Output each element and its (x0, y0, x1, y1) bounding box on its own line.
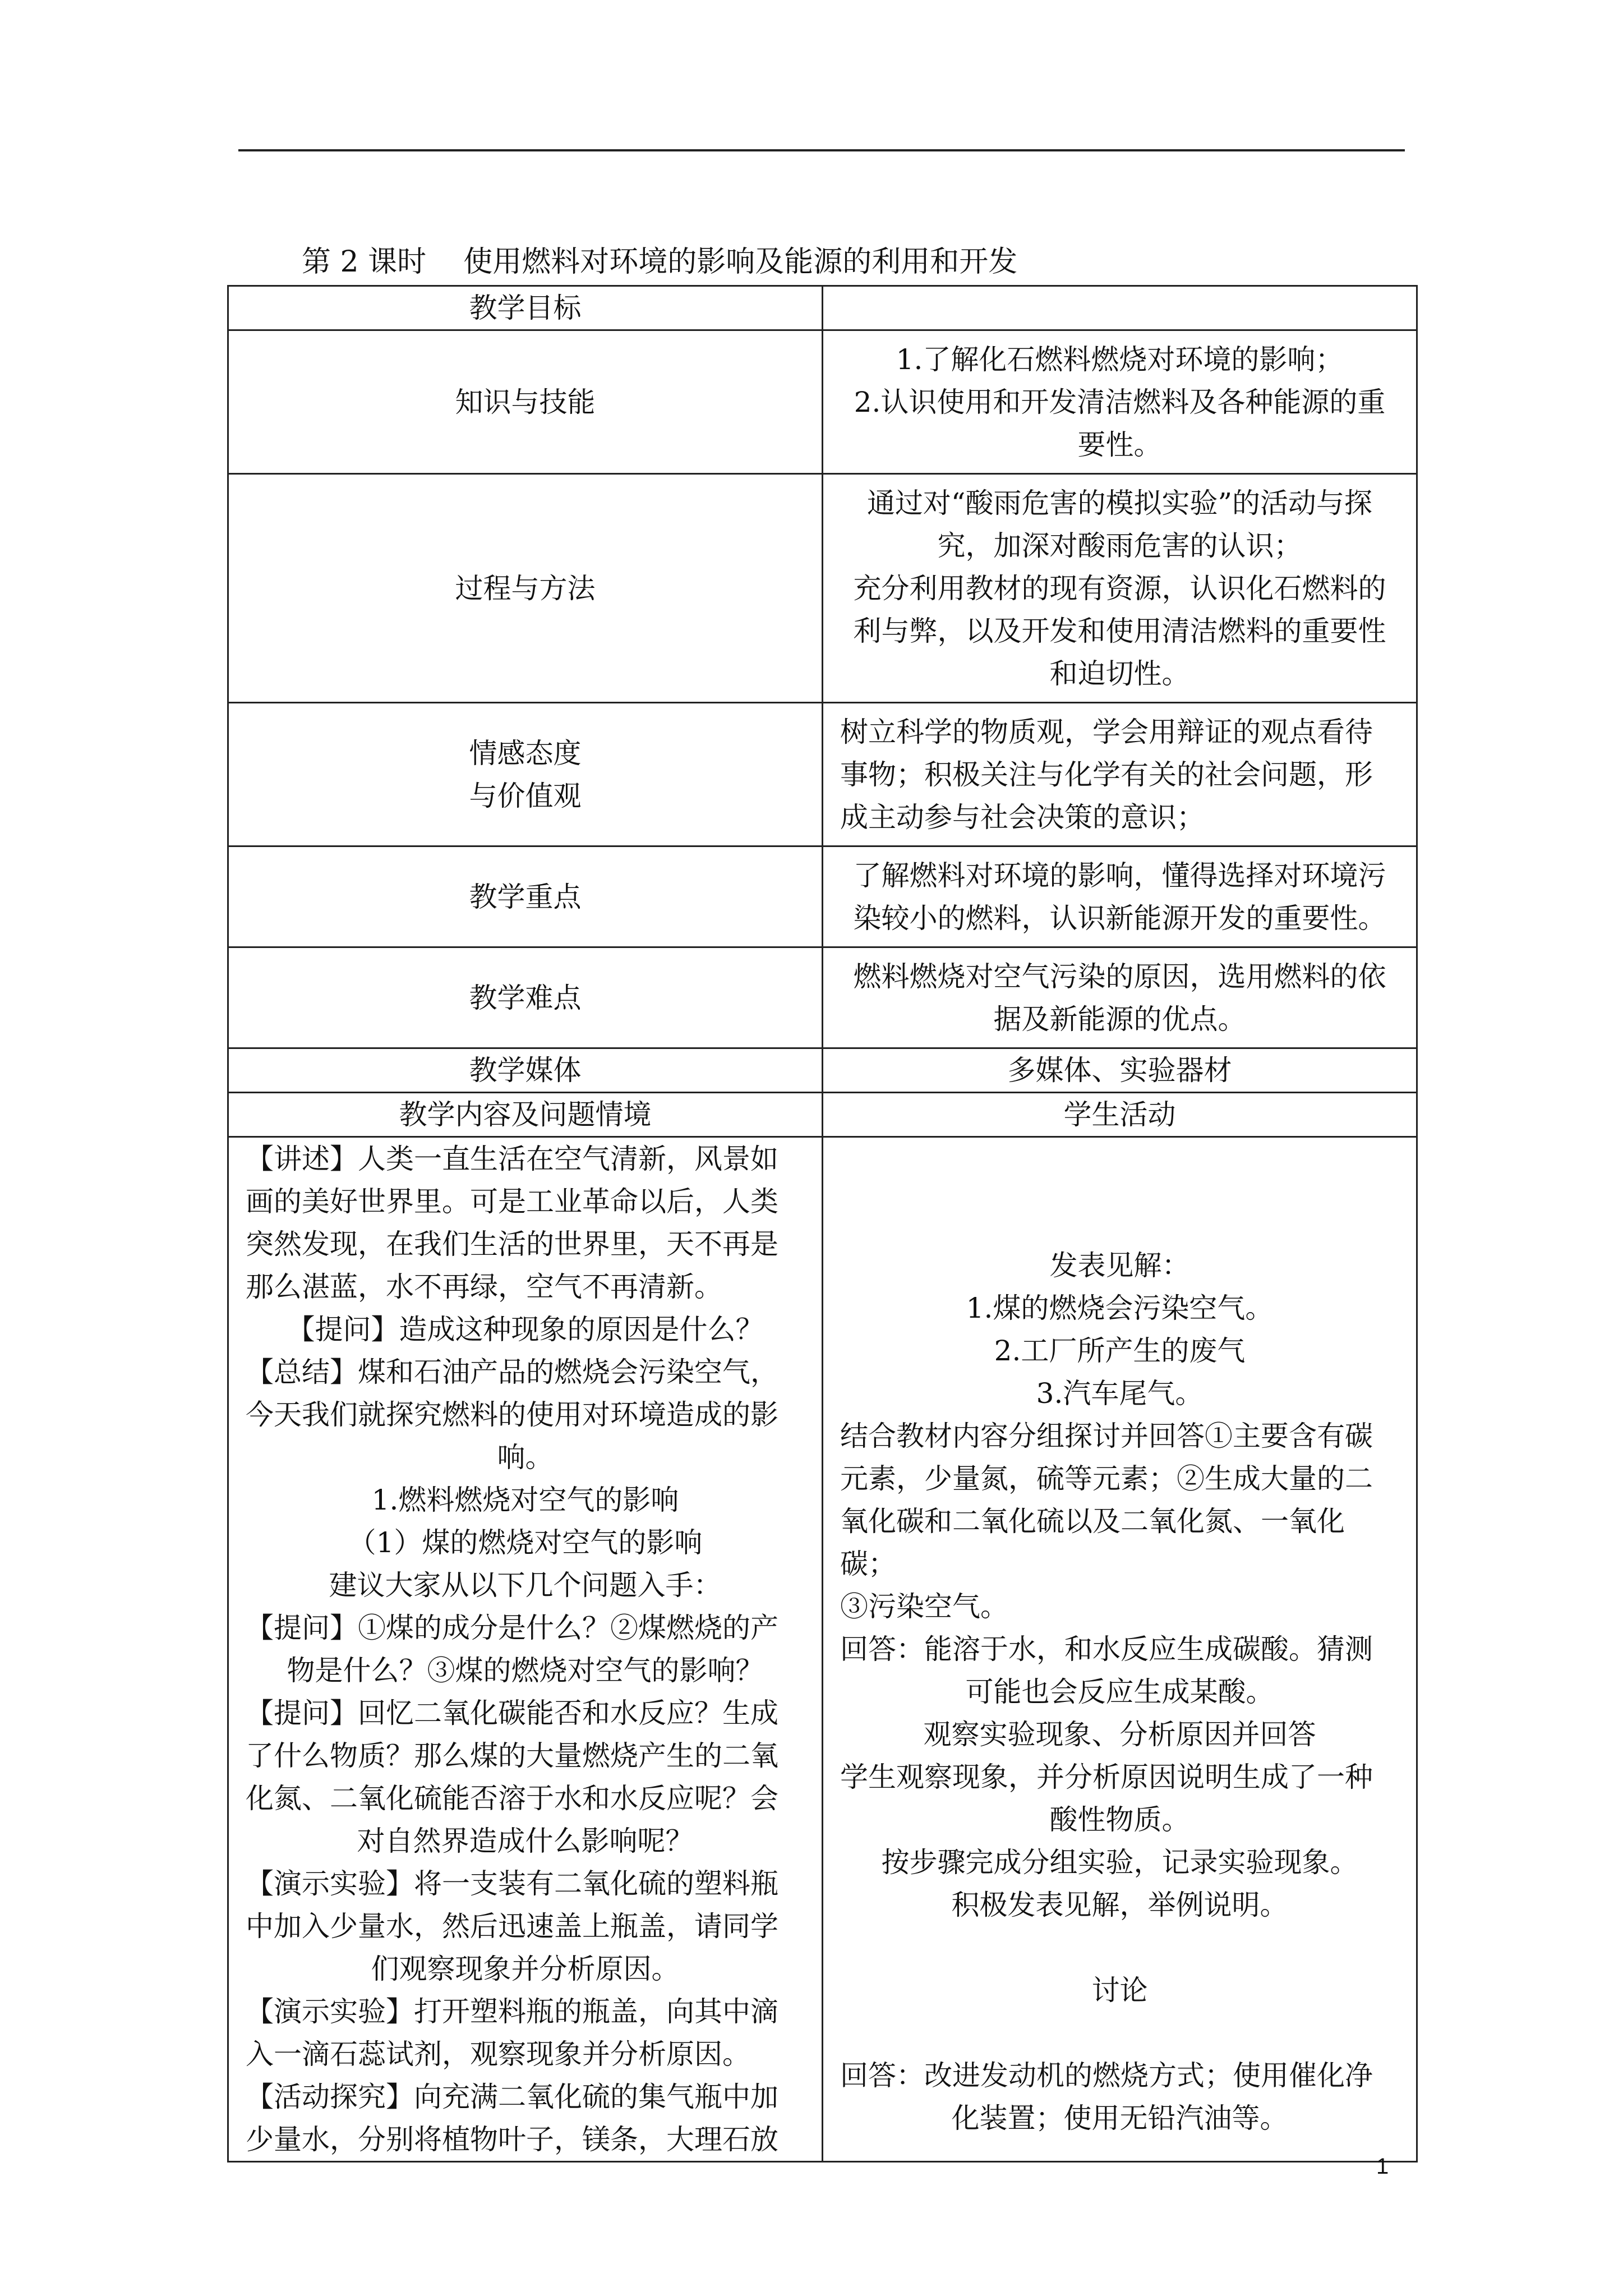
teaching-content-line: 今天我们就探究燃料的使用对环境造成的影 (246, 1398, 778, 1431)
objective-value-line: 染较小的燃料，认识新能源开发的重要性。 (853, 901, 1386, 935)
student-activity-line (840, 1159, 1399, 1202)
student-activity-line (840, 1202, 1399, 1244)
teaching-content-line: 了什么物质？那么煤的大量燃烧产生的二氧 (246, 1740, 778, 1772)
objective-row (228, 846, 1417, 947)
student-activity-line: 1.煤的燃烧会污染空气。 (966, 1292, 1274, 1324)
student-activity-cell (823, 1137, 1417, 2162)
teaching-content-line: 们观察现象并分析原因。 (371, 1953, 680, 1985)
objective-label (228, 947, 823, 1048)
teaching-content-line: 对自然界造成什么影响呢？ (357, 1825, 694, 1857)
teaching-content-line: 那么湛蓝，水不再绿，空气不再清新。 (246, 1271, 722, 1303)
teaching-content-cell (228, 1137, 823, 2162)
teaching-content-line: 1.燃料燃烧对空气的影响 (371, 1484, 679, 1516)
teaching-content-line: 【演示实验】将一支装有二氧化硫的塑料瓶 (246, 1867, 778, 1900)
objectives-header-label: 教学目标 (228, 286, 823, 330)
student-activity-line: 可能也会反应生成某酸。 (965, 1676, 1274, 1708)
teaching-content-line: 画的美好世界里。可是工业革命以后，人类 (246, 1185, 778, 1218)
objective-value-line: 利与弊，以及开发和使用清洁燃料的重要性 (853, 614, 1386, 647)
objectives-header-value (823, 286, 1417, 330)
teaching-content-line: 少量水，分别将植物叶子，镁条，大理石放 (246, 2123, 778, 2156)
objective-label (228, 330, 823, 474)
teaching-content-line: （1）煤的燃烧对空气的影响 (348, 1526, 703, 1559)
teaching-content-line: 【讲述】人类一直生活在空气清新，风景如 (246, 1143, 778, 1175)
content-body-row (228, 1137, 1417, 2162)
media-label: 教学媒体 (228, 1048, 823, 1093)
objective-value (823, 846, 1417, 947)
header-rule (238, 149, 1405, 151)
student-activity-line: 观察实验现象、分析原因并回答 (923, 1718, 1316, 1751)
objective-value (823, 703, 1417, 846)
media-value: 多媒体、实验器材 (823, 1048, 1417, 1093)
student-activity-line: 化装置；使用无铅汽油等。 (951, 2102, 1288, 2134)
objective-row (228, 703, 1417, 846)
objective-label-line: 知识与技能 (455, 385, 596, 418)
student-activity-line: 发表见解： (1049, 1249, 1190, 1282)
objective-value-line: 事物；积极关注与化学有关的社会问题，形 (840, 758, 1373, 791)
objective-row (228, 947, 1417, 1048)
objective-value-line: 充分利用教材的现有资源，认识化石燃料的 (853, 572, 1386, 605)
objective-value-line: 2.认识使用和开发清洁燃料及各种能源的重 (854, 385, 1386, 418)
teaching-content-line: 入一滴石蕊试剂，观察现象并分析原因。 (246, 2038, 750, 2070)
lesson-title: 第 2 课时 使用燃料对环境的影响及能源的利用和开发 (302, 245, 1018, 279)
teaching-content-line: 【演示实验】打开塑料瓶的瓶盖，向其中滴 (246, 1995, 778, 2028)
objective-row (228, 330, 1417, 474)
objective-value-line: 要性。 (1077, 428, 1162, 461)
teaching-content-line: 【总结】煤和石油产品的燃烧会污染空气， (246, 1356, 778, 1388)
teaching-content-line: 【提问】回忆二氧化碳能否和水反应？生成 (246, 1697, 778, 1729)
objective-label-line: 教学重点 (469, 880, 582, 913)
media-row (228, 1048, 1417, 1093)
objective-value-line: 据及新能源的优点。 (993, 1002, 1246, 1036)
objectives-header-row (228, 286, 1417, 330)
objective-value-line: 成主动参与社会决策的意识； (840, 800, 1205, 834)
objective-value-line: 1.了解化石燃料燃烧对环境的影响； (896, 343, 1344, 376)
objective-value-line: 了解燃料对环境的影响，懂得选择对环境污 (853, 859, 1386, 892)
objective-value-line: 树立科学的物质观，学会用辩证的观点看待 (840, 715, 1373, 748)
objective-value-line: 究，加深对酸雨危害的认识； (937, 529, 1302, 562)
student-activity-line: 元素，少量氮，硫等元素；②生成大量的二 (840, 1462, 1373, 1495)
student-activity-line: 2.工厂所产生的废气 (994, 1335, 1246, 1367)
teaching-content-line: 突然发现，在我们生活的世界里，天不再是 (246, 1228, 778, 1260)
teaching-content-line: 【提问】造成这种现象的原因是什么？ (287, 1313, 764, 1346)
page-number: 1 (1376, 2154, 1389, 2179)
objective-label-line: 过程与方法 (455, 572, 596, 605)
objective-value-line: 和迫切性。 (1049, 657, 1190, 690)
student-activity-line: 回答：能溶于水，和水反应生成碳酸。猜测 (840, 1633, 1373, 1665)
objective-label (228, 846, 823, 947)
student-activity-line (840, 1926, 1399, 1969)
objective-label-line: 与价值观 (469, 779, 582, 812)
objective-value-line: 燃料燃烧对空气污染的原因，选用燃料的依 (853, 960, 1386, 993)
objective-value (823, 947, 1417, 1048)
student-activity-line: 酸性物质。 (1049, 1803, 1190, 1836)
objective-value (823, 474, 1417, 703)
student-activity-line: 学生观察现象，并分析原因说明生成了一种 (840, 1761, 1373, 1793)
teaching-content-line: 响。 (497, 1441, 554, 1474)
student-activity-line: ③污染空气。 (840, 1590, 1008, 1623)
objective-value-line: 通过对“酸雨危害的模拟实验”的活动与探 (866, 486, 1373, 519)
objective-label-line: 情感态度 (469, 737, 582, 770)
student-activity-line: 氧化碳和二氧化硫以及二氧化氮、一氧化碳； (840, 1505, 1345, 1580)
content-header-row (228, 1093, 1417, 1137)
teaching-content-line: 物是什么？③煤的燃烧对空气的影响？ (287, 1654, 764, 1687)
student-activity-line: 讨论 (1091, 1974, 1148, 2007)
objective-label-line: 教学难点 (469, 981, 582, 1014)
teaching-content-line: 建议大家从以下几个问题入手： (329, 1569, 722, 1602)
objective-label (228, 703, 823, 846)
student-activity-line: 结合教材内容分组探讨并回答①主要含有碳 (840, 1420, 1373, 1452)
objective-value (823, 330, 1417, 474)
content-header-right: 学生活动 (823, 1093, 1417, 1137)
teaching-content-line: 【提问】①煤的成分是什么？②煤燃烧的产 (246, 1612, 778, 1644)
student-activity-line: 按步骤完成分组实验，记录实验现象。 (881, 1846, 1358, 1879)
teaching-content-line: 中加入少量水，然后迅速盖上瓶盖，请同学 (246, 1910, 778, 1943)
lesson-plan-table (227, 285, 1418, 2162)
teaching-content-line: 【活动探究】向充满二氧化硫的集气瓶中加 (246, 2081, 778, 2113)
student-activity-line: 回答：改进发动机的燃烧方式；使用催化净 (840, 2059, 1373, 2092)
student-activity-line (840, 2012, 1399, 2054)
objective-label (228, 474, 823, 703)
teaching-content-line: 化氮、二氧化硫能否溶于水和水反应呢？会 (246, 1782, 778, 1815)
student-activity-line: 3.汽车尾气。 (1036, 1377, 1204, 1410)
student-activity-line: 积极发表见解，举例说明。 (951, 1889, 1288, 1921)
objective-row (228, 474, 1417, 703)
content-header-left: 教学内容及问题情境 (228, 1093, 823, 1137)
